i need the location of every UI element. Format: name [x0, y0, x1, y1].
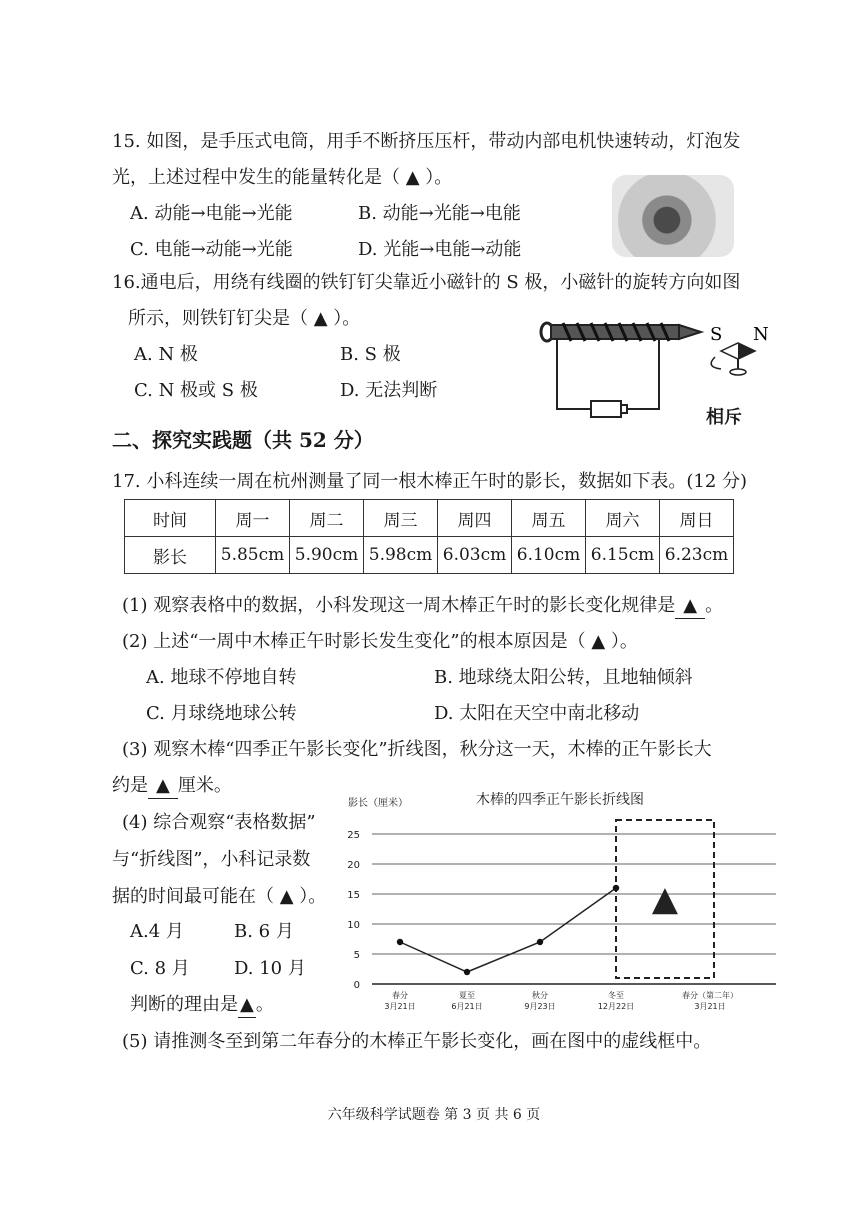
table-cell: 时间 — [125, 500, 216, 537]
dashed-box-marker: ▲ — [651, 879, 679, 919]
answer-blank[interactable]: ▲ — [675, 594, 705, 619]
q16-line1: 16.通电后，用绕有线圈的铁钉钉尖靠近小磁针的 S 极，小磁针的旋转方向如图 — [112, 272, 741, 293]
data-point — [613, 885, 619, 891]
y-tick-label: 15 — [347, 890, 360, 901]
table-cell: 5.85cm — [216, 537, 290, 574]
x-tick-date: 3月21日 — [694, 1002, 726, 1011]
answer-blank[interactable]: ▲ — [238, 993, 256, 1018]
q15-option-d: D. 光能→电能→动能 — [358, 239, 522, 260]
q17-part4-line2: 与“折线图”，小科记录数 — [112, 849, 311, 870]
y-tick-label: 10 — [347, 920, 360, 931]
table-row-length — [125, 537, 734, 574]
table-cell: 周日 — [660, 500, 734, 537]
data-point — [537, 939, 543, 945]
q17-part1: (1) 观察表格中的数据，小科发现这一周木棒正午时的影长变化规律是 ▲ 。 — [122, 594, 723, 619]
q17-part3-line2: 约是 ▲ 厘米。 — [112, 774, 232, 799]
q17-part4-option-c: C. 8 月 — [130, 958, 190, 979]
hand-flashlight-photo — [612, 175, 734, 257]
q15-option-b: B. 动能→光能→电能 — [358, 203, 521, 224]
q16-option-a: A. N 极 — [134, 344, 198, 365]
q17-part4-option-a: A.4 月 — [130, 921, 184, 942]
q15-option-c: C. 电能→动能→光能 — [130, 239, 293, 260]
x-tick-date: 12月22日 — [597, 1002, 635, 1011]
q17-part4-reason: 判断的理由是 ▲ 。 — [130, 993, 274, 1018]
x-tick-label: 秋分 — [532, 991, 548, 1000]
answer-blank[interactable]: ▲ — [148, 774, 178, 799]
table-cell: 影长 — [125, 537, 216, 574]
q15-option-a: A. 动能→电能→光能 — [130, 203, 293, 224]
table-cell: 周二 — [290, 500, 364, 537]
q16-option-d: D. 无法判断 — [340, 380, 438, 401]
q17-part2: (2) 上述“一周中木棒正午时影长发生变化”的根本原因是（ ▲ ）。 — [122, 631, 638, 652]
table-cell: 5.98cm — [364, 537, 438, 574]
n-pole-label: N — [753, 324, 769, 345]
y-tick-label: 20 — [347, 860, 360, 871]
x-tick-label: 春分（第二年） — [682, 991, 738, 1000]
x-tick-label: 夏至 — [459, 991, 475, 1000]
section-title: 二、探究实践题（共 52 分） — [112, 428, 374, 452]
q17-part2-option-b: B. 地球绕太阳公转，且地轴倾斜 — [434, 667, 693, 688]
q17-part2-option-d: D. 太阳在天空中南北移动 — [434, 703, 640, 724]
table-cell: 6.10cm — [512, 537, 586, 574]
y-tick-label: 5 — [353, 950, 360, 961]
page-footer: 六年级科学试题卷 第 3 页 共 6 页 — [327, 1107, 541, 1123]
q17-part2-option-a: A. 地球不停地自转 — [146, 667, 297, 688]
s-pole-label: S — [710, 324, 723, 345]
table-row-time — [125, 500, 734, 537]
q17-part2-option-c: C. 月球绕地球公转 — [146, 703, 297, 724]
table-cell: 周三 — [364, 500, 438, 537]
x-tick-date: 3月21日 — [384, 1002, 416, 1011]
q16-line2: 所示，则铁钉钉尖是（ ▲ ）。 — [128, 308, 361, 329]
table-cell: 6.15cm — [586, 537, 660, 574]
data-point — [397, 939, 403, 945]
q16-option-c: C. N 极或 S 极 — [134, 380, 258, 401]
x-tick-date: 9月23日 — [524, 1002, 556, 1011]
y-tick-label: 0 — [353, 980, 360, 991]
q17-part4-option-b: B. 6 月 — [234, 921, 294, 942]
q17-part3-line1: (3) 观察木棒“四季正午影长变化”折线图，秋分这一天，木棒的正午影长大 — [122, 739, 712, 760]
q17-part4-option-d: D. 10 月 — [234, 958, 306, 979]
x-tick-date: 6月21日 — [451, 1002, 483, 1011]
y-axis-label: 影长（厘米） — [348, 798, 408, 809]
table-cell: 周六 — [586, 500, 660, 537]
table-cell: 周一 — [216, 500, 290, 537]
x-tick-label: 冬至 — [608, 991, 624, 1000]
q17-part5: (5) 请推测冬至到第二年春分的木棒正午影长变化，画在图中的虚线框中。 — [122, 1031, 712, 1052]
q15-line1: 15. 如图，是手压式电筒，用手不断挤压压杆，带动内部电机快速转动，灯泡发 — [112, 131, 741, 152]
q17-part4-line1: (4) 综合观察“表格数据” — [122, 812, 316, 833]
table-cell: 5.90cm — [290, 537, 364, 574]
q17-intro: 17. 小科连续一周在杭州测量了同一根木棒正午时的影长，数据如下表。(12 分) — [112, 471, 748, 492]
shadow-length-table — [124, 499, 734, 574]
shadow-line-chart — [340, 782, 780, 1022]
table-cell: 6.23cm — [660, 537, 734, 574]
y-tick-label: 25 — [347, 830, 360, 841]
table-cell: 周四 — [438, 500, 512, 537]
data-point — [464, 969, 470, 975]
table-cell: 周五 — [512, 500, 586, 537]
chart-title: 木棒的四季正午影长折线图 — [476, 792, 644, 808]
q16-option-b: B. S 极 — [340, 344, 401, 365]
x-tick-label: 春分 — [392, 991, 408, 1000]
q15-line2: 光，上述过程中发生的能量转化是（ ▲ ）。 — [112, 167, 453, 188]
table-cell: 6.03cm — [438, 537, 512, 574]
series-line — [400, 888, 616, 972]
repel-caption: 相斥 — [706, 407, 742, 428]
q17-part4-line3: 据的时间最可能在（ ▲ ）。 — [112, 886, 327, 907]
